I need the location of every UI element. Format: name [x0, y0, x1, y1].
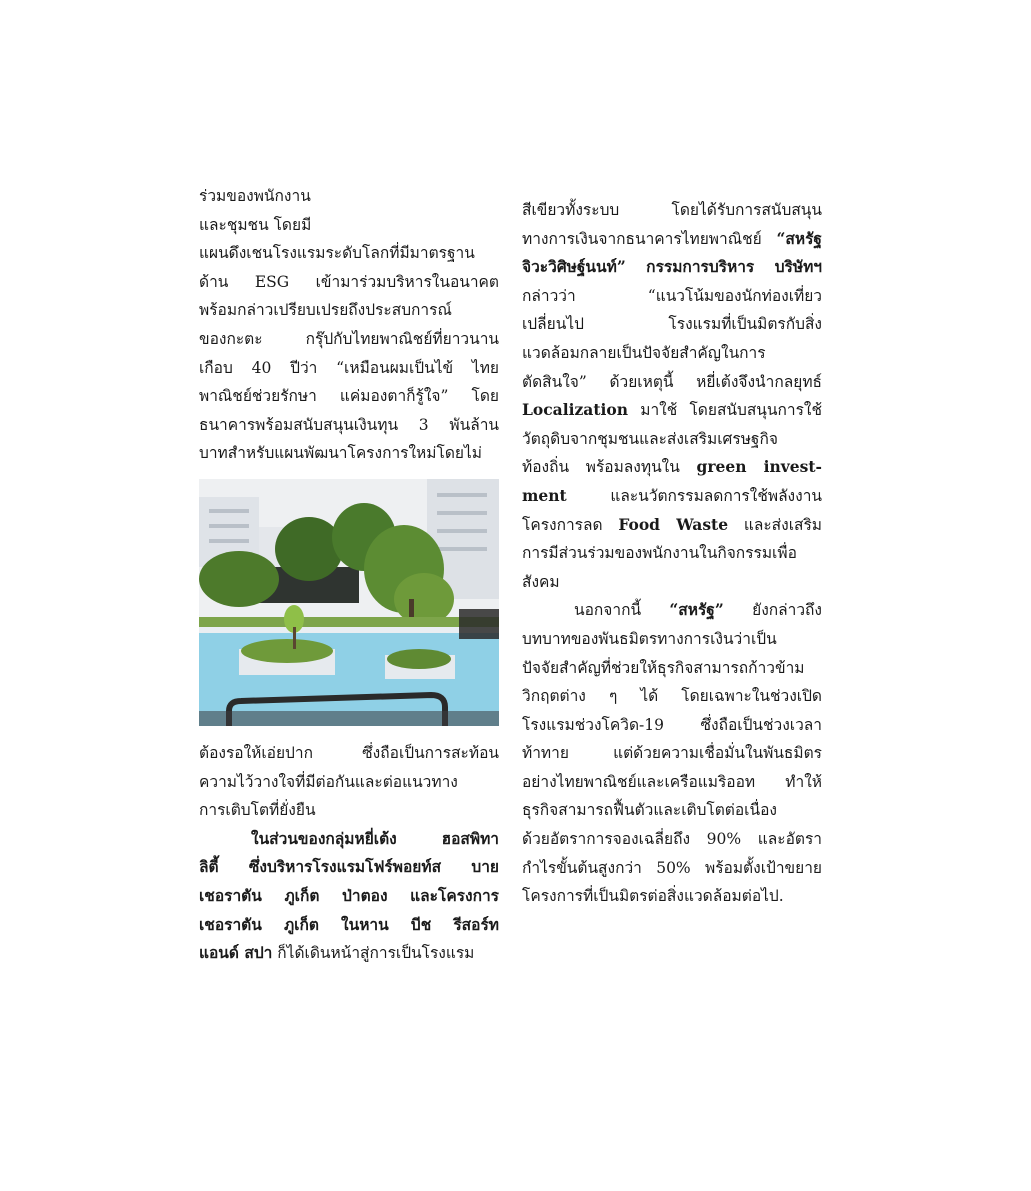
right-column — [522, 196, 822, 911]
railing — [459, 609, 499, 639]
text-line: โรงแรมช่วงโควิด-19 ซึ่งถือเป็นช่วงเวลา — [522, 715, 822, 734]
text-line — [199, 882, 499, 911]
text-line — [199, 911, 499, 940]
bold-text: เชอราตัน ภูเก็ต ป่าตอง และโครงการ — [199, 885, 499, 905]
text-line: ทางการเงินจากธนาคารไทยพาณิชย์ “สหรัฐ — [522, 228, 822, 248]
text-line: ธนาคารพร้อมสนับสนุนเงินทุน 3 พันล้าน — [199, 415, 499, 434]
text-line: ท้องถิ่น พร้อมลงทุนใน green invest- — [522, 457, 822, 477]
text-line: โครงการที่เป็นมิตรต่อสิ่งแวดล้อมต่อไป. — [522, 887, 784, 906]
text-line: การเติบโตที่ยั่งยืน — [199, 801, 316, 820]
text-line: ของกะตะ กรุ๊ปกับไทยพาณิชย์ที่ยาวนาน — [199, 329, 499, 348]
text-line: การมีส่วนร่วมของพนักงานในกิจกรรมเพื่อ — [522, 544, 797, 563]
text-line: พาณิชย์ช่วยรักษา แค่มองตาก็รู้ใจ” โดย — [199, 387, 499, 406]
text-line: ท้าทาย แต่ด้วยความเชื่อมั่นในพันธมิตร — [522, 744, 822, 763]
text-line — [199, 825, 499, 854]
text-line: ปัจจัยสำคัญที่ช่วยให้ธุรกิจสามารถก้าวข้าม — [522, 658, 805, 677]
bold-text: “สหรัฐ — [776, 228, 822, 248]
text-line: ต้องรอให้เอ่ยปาก ซึ่งถือเป็นการสะท้อน — [199, 744, 499, 762]
text-line: พร้อมกล่าวเปรียบเปรยถึงประสบการณ์ — [199, 301, 452, 320]
bold-text: Localization — [522, 400, 628, 420]
lawn — [199, 617, 499, 627]
bold-text: แอนด์ สปา — [199, 943, 273, 963]
left-column-top — [199, 182, 499, 468]
text-line: เปลี่ยนไป โรงแรมที่เป็นมิตรกับสิ่ง — [522, 315, 822, 334]
planter-shrub — [387, 649, 451, 669]
bold-text: ment — [522, 485, 567, 505]
hotel-garden-photo — [199, 479, 499, 726]
text-line: ด้าน ESG เข้ามาร่วมบริหารในอนาคต — [199, 272, 499, 291]
text-line: วัตถุดิบจากชุมชนและส่งเสริมเศรษฐกิจ — [522, 429, 778, 448]
text-line: บทบาทของพันธมิตรทางการเงินว่าเป็น — [522, 629, 777, 648]
text-line: ตัดสินใจ” ด้วยเหตุนี้ หยี่เต้งจึงนำกลยุทธ์ — [522, 372, 822, 391]
text-line: วิกฤตต่าง ๆ ได้ โดยเฉพาะในช่วงเปิด — [522, 687, 822, 706]
planter-shrub — [241, 639, 333, 663]
text-line: กำไรขั้นต้นสูงกว่า 50% พร้อมตั้งเป้าขยาย — [522, 858, 822, 877]
text-line: บาทสำหรับแผนพัฒนาโครงการใหม่โดยไม่ — [199, 444, 482, 463]
bold-text: เชอราตัน ภูเก็ต ในหาน บีช รีสอร์ท — [199, 914, 499, 934]
tree — [199, 551, 279, 607]
text-line: นอกจากนี้ “สหรัฐ” ยังกล่าวถึง — [574, 600, 823, 620]
text-line: สีเขียวทั้งระบบ โดยได้รับการสนับสนุน — [522, 201, 822, 219]
bold-text: ลิตี้ ซึ่งบริหารโรงแรมโฟร์พอยท์ส บาย — [199, 857, 499, 877]
text-line: ร่วมของพนักงาน — [199, 187, 311, 205]
text-line — [199, 853, 499, 882]
bold-text: ในส่วนของกลุ่มหยี่เต้ง ฮอสพิทา — [251, 828, 499, 848]
text-line — [522, 253, 822, 282]
bold-text: Food Waste — [618, 514, 729, 534]
tree — [275, 517, 343, 581]
photo-illustration — [199, 479, 499, 726]
bold-text: จิวะวิศิษฐ์นนท์” กรรมการบริหาร บริษัทฯ — [522, 257, 822, 277]
text-line: ความไว้วางใจที่มีต่อกันและต่อแนวทาง — [199, 772, 458, 791]
text-line: กล่าวว่า “แนวโน้มของนักท่องเที่ยว — [522, 286, 822, 305]
text-line: ment และนวัตกรรมลดการใช้พลังงาน — [522, 485, 822, 505]
text-line: แผนดึงเชนโรงแรมระดับโลกที่มีมาตรฐาน — [199, 244, 475, 263]
plain-text: ก็ได้เดินหน้าสู่การเป็นโรงแรม — [272, 944, 475, 963]
left-column-bottom — [199, 739, 499, 968]
text-line: ด้วยอัตราการจองเฉลี่ยถึง 90% และอัตรา — [522, 830, 822, 849]
text-line: ธุรกิจสามารถฟื้นตัวและเติบโตต่อเนื่อง — [522, 801, 777, 820]
text-line: Localization มาใช้ โดยสนับสนุนการใช้ — [522, 400, 822, 420]
text-line: โครงการลด Food Waste และส่งเสริม — [522, 514, 822, 534]
text-line: และชุมชน โดยมี — [199, 215, 312, 234]
bold-text: green invest- — [696, 457, 822, 477]
text-line: อย่างไทยพาณิชย์และเครือแมริออท ทำให้ — [522, 772, 822, 791]
bold-text: “สหรัฐ” — [669, 600, 724, 620]
text-line — [199, 939, 499, 968]
text-line: เกือบ 40 ปีว่า “เหมือนผมเป็นไข้ ไทย — [199, 358, 499, 377]
text-line: สังคม — [522, 572, 560, 591]
text-line: แวดล้อมกลายเป็นปัจจัยสำคัญในการ — [522, 343, 766, 362]
